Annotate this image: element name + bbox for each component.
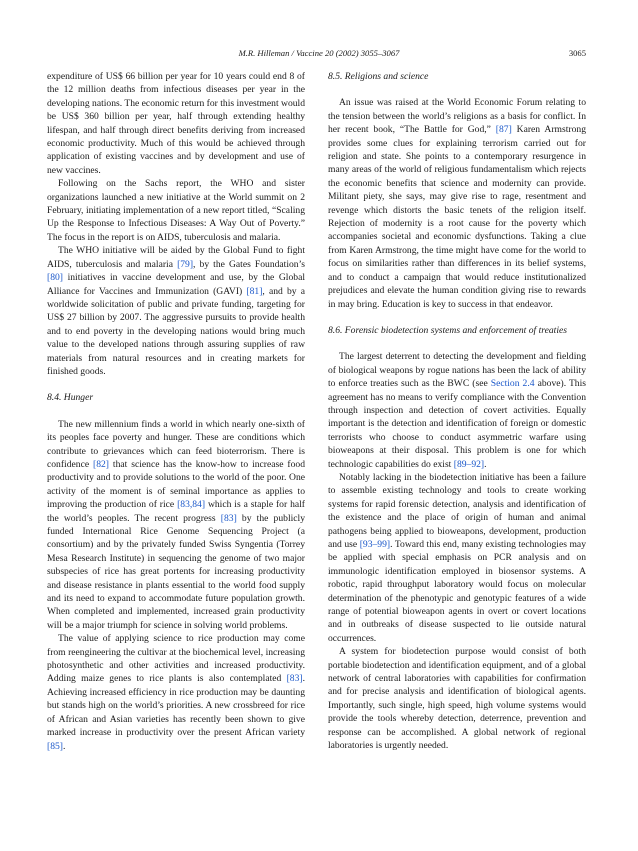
paragraph: The largest deterrent to detecting the development and fielding of biological weapons by rogue nations has been the lack of ability to enforce treaties such as the BWC (see Section 2.4 above). This agreement has no means to verify compliance with the Convention through inspection and detection of covert activities. Equally important is the detection and identification of foreign or domestic terrorists who choose to conduct asymmetric warfare using bioweapons at their disposal. This problem is one for which technologic capabilities do exist [89–92].	[328, 351, 587, 470]
section-heading-religions: 8.5. Religions and science	[328, 71, 429, 82]
citation-link[interactable]: [89–92]	[453, 458, 485, 470]
paragraph: The new millennium finds a world in which nearly one-sixth of its peoples face poverty and hunger. These are conditions which contribute to grievances which can feed bioterrorism. There is confidence [82] that science has the know-how to increase food productivity and to provide solutions to the world of the poor. One activity of the moment is of seminal importance as applies to improving the production of rice [83,84] which is a staple for half the world’s peoples. The recent progress [83] by the publicly funded International Rice Genome Sequencing Project (a consortium) and by the privately funded Swiss Syngentia (Torrey Mesa Research Institute) in sequencing the genome of two major subspecies of rice has great portents for increasing productivity and disease resistance in plants essential to the world food supply and its need to expand to accommodate future population growth. When completed and implemented, increased grain productivity will be a major triumph for science in solving world problems.	[47, 418, 305, 631]
citation-link[interactable]: [83,84]	[177, 499, 206, 511]
citation-link[interactable]: [80]	[47, 272, 63, 284]
citation-link[interactable]: [87]	[495, 124, 512, 136]
section-link[interactable]: Section 2.4	[490, 378, 535, 390]
paragraph: Notably lacking in the biodetection initiative has been a failure to assemble existing technology and tools to create working systems for rapid forensic detection, analysis and identification of the existence and the place of origin of human and animal pathogens being applied to bioweapons, development, production and use [93–99]. Toward this end, many existing technologies may be applied with special emphasis on PCR analysis and on immunologic identification employed in biosensor systems. A robotic, rapid throughput laboratory would focus on molecular determination of the phenotypic and genotypic features of a wide range of potential bioweapon agents in overt or covert locations and in outbreaks of disease suspected to lie outside natural occurrences.	[328, 471, 586, 644]
citation-link[interactable]: [79]	[177, 258, 194, 270]
paragraph: expenditure of US$ 66 billion per year for 10 years could end 8 of the 12 million deaths from infectious diseases per year in the developing nations. The economic return for this investment would be US$ 360 billion per year, half through extending healthy lifespan, and half through direct benefits deriving from increased economic productivity. Much of this would be achieved through application of existing vaccines and by development and use of new vaccines.	[47, 71, 306, 176]
page-number: 3065	[568, 48, 586, 58]
paragraph: An issue was raised at the World Economic Forum relating to the tension between the world’s religions as a basis for conflict. In her recent book, “The Battle for God,” [87] Karen Armstrong provides some clues for explaining terrorism carried out for religion and state. She points to a contemporary resurgence in many areas of the world of religious fundamentalism which rejects the economic benefits that science and modernity can provide. Militant piety, she says, may give rise to rage, resentment and revenge which distorts the basic tenets of the religion itself. Rejection of modernity is a root cause for the poverty which accompanies societal and economic dysfunctions. Taking a clue from Karen Armstrong, the time might have come for the world to focus on similarities rather than differences in its belief systems, and to conduct a campaign that would reduce institutionalized prejudices and elevate the human condition giving rise to rewards in may bring. Education is key to success in that endeavor.	[328, 97, 586, 310]
paragraph: The value of applying science to rice production may come from reengineering the cultivar at the biochemical level, increasing photosynthetic and other activities and increased productivity. Adding maize genes to rice plants is also contemplated [83]. Achieving increased efficiency in rice production may be daunting but stands high on the world’s priorities. A new crossbreed for rice of African and Asian varieties has recently been shown to give marked increase in productivity over the present African variety [85].	[47, 633, 305, 752]
citation-link[interactable]: [85]	[47, 740, 63, 752]
running-head	[52, 46, 586, 60]
citation-link[interactable]: [81]	[246, 285, 263, 297]
paragraph: A system for biodetection purpose would consist of both portable biodetection and identification equipment, and of a global network of central laboratories with capabilities for confirmation and for precise analysis and identification of biological agents. Importantly, such single, high speed, high volume systems would provide the tools whereby detection, deterrence, prevention and response can be accomplished. A global network of regional laboratories is urgently needed.	[328, 646, 586, 752]
right-column	[328, 70, 586, 753]
left-column	[47, 70, 305, 753]
journal-citation: M.R. Hilleman / Vaccine 20 (2002) 3055–3067	[238, 48, 400, 58]
section-heading-hunger: 8.4. Hunger	[47, 392, 94, 404]
section-heading-biodetection: 8.6. Forensic biodetection systems and enforcement of treaties	[328, 324, 567, 336]
paragraph: Following on the Sachs report, the WHO and sister organizations launched a new initiative at the World summit on 2 February, initiating implementation of a new report titled, “Scaling Up the Response to Infectious Diseases: A Way Out of Poverty.” The focus in the report is on AIDS, tuberculosis and malaria.	[47, 178, 305, 243]
citation-link[interactable]: [93–99]	[359, 539, 391, 550]
citation-link[interactable]: [82]	[93, 458, 109, 470]
paragraph: The WHO initiative will be aided by the Global Fund to fight AIDS, tuberculosis and malaria [79], by the Gates Foundation’s [80] initiatives in vaccine development and use, by the Global Alliance for Vaccines and Immunization (GAVI) [81], and by a worldwide solicitation of public and private funding, targeting for US$ 27 billion by 2007. The aggressive pursuits to provide health and to end poverty in the developing nations would bring much value to the developed nations through assuring supplies of raw materials from natural resources and in creating markets for finished goods.	[47, 245, 305, 377]
citation-link[interactable]: [83]	[220, 512, 237, 524]
citation-link[interactable]: [83]	[286, 673, 303, 685]
